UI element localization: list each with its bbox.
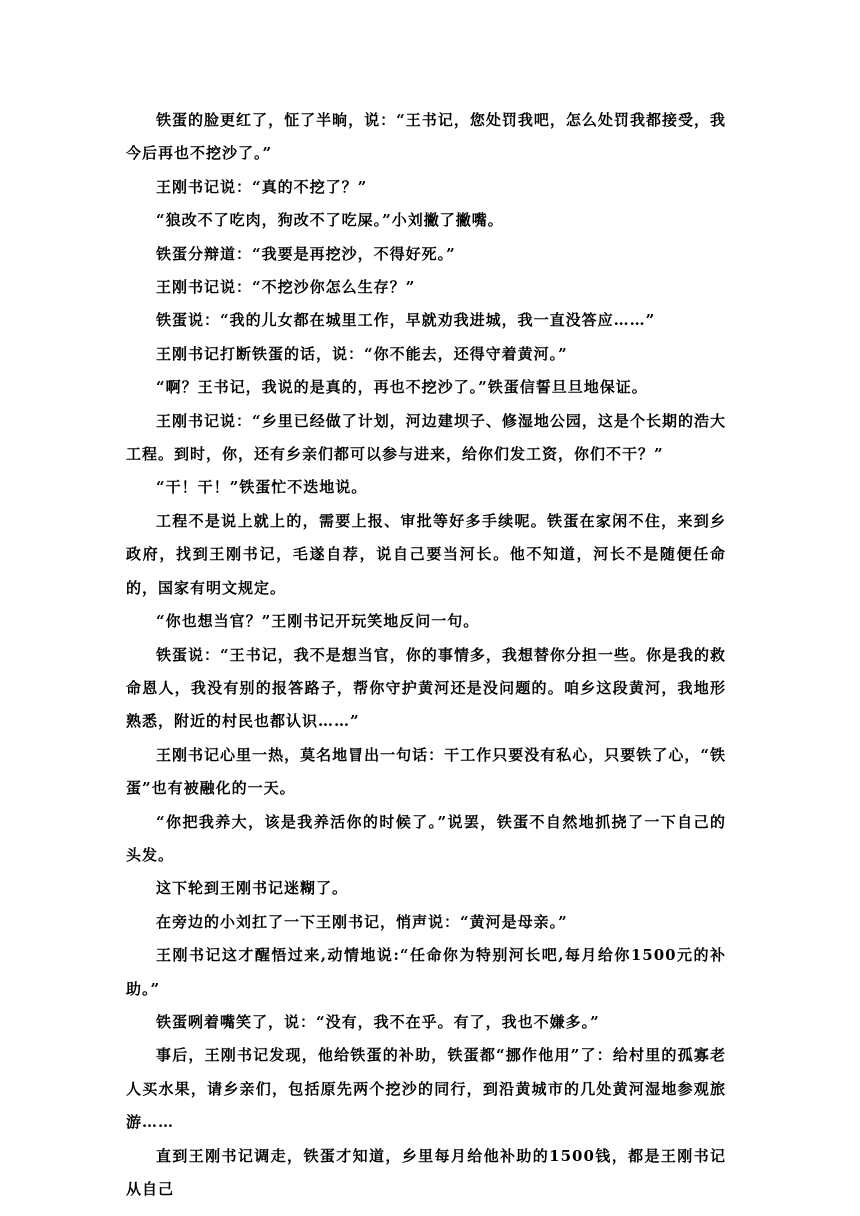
- paragraph: 事后，王刚书记发现，他给铁蛋的补助，铁蛋都“挪作他用”了：给村里的孤寡老人买水果，请乡亲们，包括原先两个挖沙的同行，到沿黄城市的几处黄河湿地参观旅游……: [126, 1046, 726, 1132]
- paragraph: 这下轮到王刚书记迷糊了。: [156, 879, 349, 898]
- paragraph: 铁蛋说：“王书记，我不是想当官，你的事情多，我想替你分担一些。你是我的救命恩人，我没有别的报答路子，帮你守护黄河还是没问题的。咱乡这段黄河，我地形熟悉，附近的村民也都认识……”: [126, 645, 726, 731]
- paragraph: 铁蛋说：“我的儿女都在城里工作，早就劝我进城，我一直没答应……”: [156, 311, 656, 330]
- paragraph: 铁蛋分辩道：“我要是再挖沙，不得好死。”: [156, 244, 456, 263]
- paragraph: 在旁边的小刘扛了一下王刚书记，悄声说：“黄河是母亲。”: [156, 912, 568, 931]
- paragraph: 铁蛋的脸更红了，怔了半晌，说：“王书记，您处罚我吧，怎么处罚我都接受，我今后再也不挖沙了。”: [126, 111, 726, 163]
- paragraph: 王刚书记这才醒悟过来,动情地说:“任命你为特别河长吧,每月给你1500元的补助。”: [126, 946, 726, 998]
- paragraph: “你把我养大，该是我养活你的时候了。”说罢，铁蛋不自然地抓挠了一下自己的头发。: [126, 812, 726, 864]
- paragraph: 王刚书记说：“真的不挖了？”: [156, 177, 368, 196]
- paragraph: 王刚书记打断铁蛋的话，说：“你不能去，还得守着黄河。”: [156, 344, 568, 363]
- paragraph: “你也想当官？”王刚书记开玩笑地反问一句。: [156, 612, 480, 631]
- story-text: [126, 104, 726, 1206]
- paragraph: “干！干！”铁蛋忙不迭地说。: [156, 478, 368, 497]
- paragraph: “狼改不了吃肉，狗改不了吃屎。”小刘撇了撇嘴。: [156, 211, 504, 230]
- paragraph: 王刚书记心里一热，莫名地冒出一句话：干工作只要没有私心，只要铁了心，“铁蛋”也有被融化的一天。: [126, 745, 726, 798]
- paragraph: 王刚书记说：“不挖沙你怎么生存？”: [156, 278, 416, 297]
- paragraph: 工程不是说上就上的，需要上报、审批等好多手续呢。铁蛋在家闲不住，来到乡政府，找到王刚书记，毛遂自荐，说自己要当河长。他不知道，河长不是随便任命的，国家有明文规定。: [126, 511, 726, 597]
- paragraph: 王刚书记说：“乡里已经做了计划，河边建坝子、修湿地公园，这是个长期的浩大工程。到时，你，还有乡亲们都可以参与进来，给你们发工资，你们不干？”: [126, 411, 726, 464]
- paragraph: 直到王刚书记调走，铁蛋才知道，乡里每月给他补助的1500钱，都是王刚书记从自己: [126, 1146, 726, 1198]
- paragraph: “啊？王书记，我说的是真的，再也不挖沙了。”铁蛋信誓旦旦地保证。: [156, 378, 648, 397]
- paragraph: 铁蛋咧着嘴笑了，说：“没有，我不在乎。有了，我也不嫌多。”: [156, 1012, 600, 1031]
